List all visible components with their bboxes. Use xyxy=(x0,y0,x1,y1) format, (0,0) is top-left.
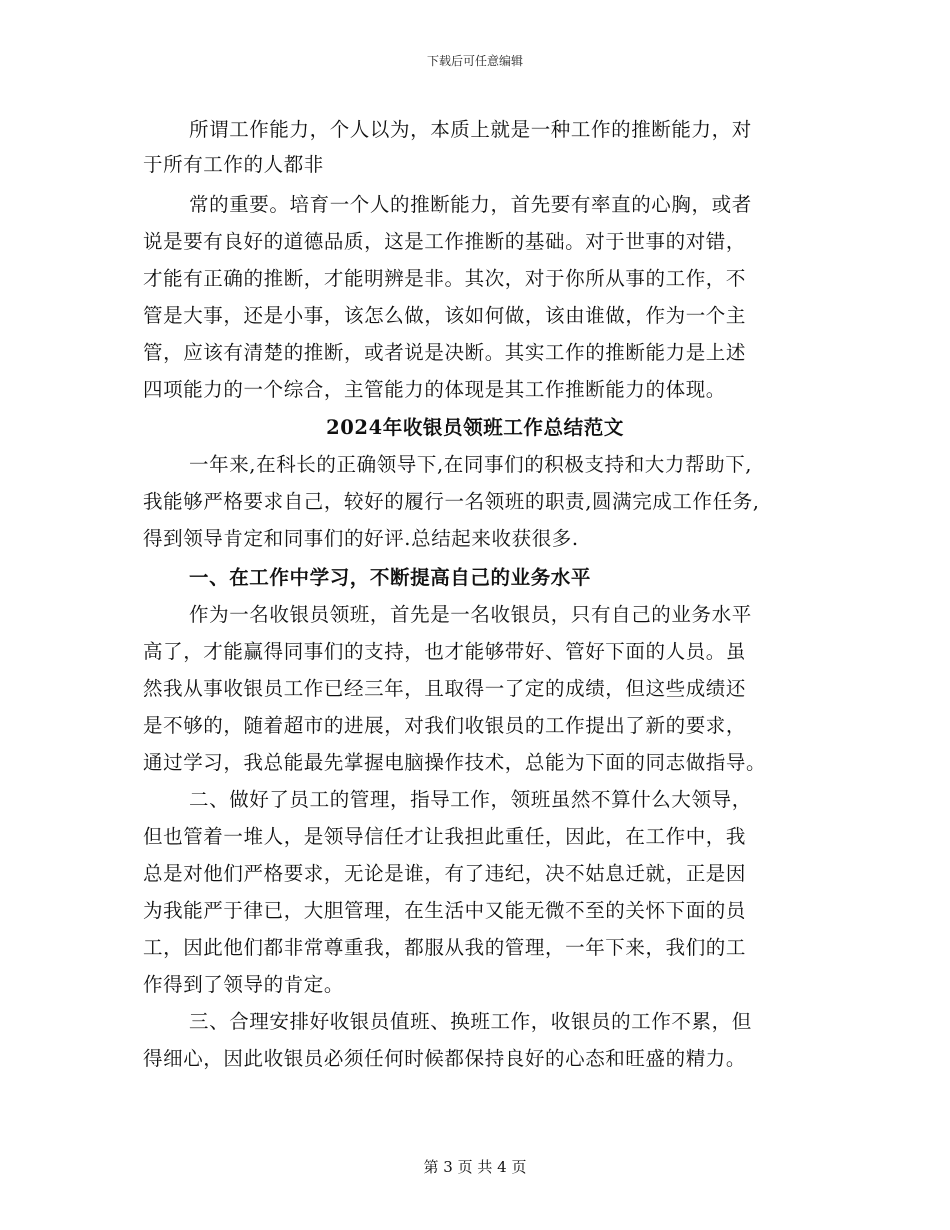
paragraph-line: 四项能力的一个综合，主管能力的体现是其工作推断能力的体现。 xyxy=(143,378,726,401)
paragraph-line: 说是要有良好的道德品质，这是工作推断的基础。对于世事的对错， xyxy=(143,230,747,253)
paragraph-line: 为我能严于律已，大胆管理，在生活中又能无微不至的关怀下面的员 xyxy=(143,899,747,922)
paragraph-line: 管是大事，还是小事，该怎么做，该如何做，该由谁做，作为一个主 xyxy=(143,304,747,327)
paragraph-line: 作得到了领导的肯定。 xyxy=(143,973,345,996)
paragraph-line: 总是对他们严格要求，无论是谁，有了违纪，决不姑息迁就，正是因 xyxy=(143,862,747,885)
paragraph-line: 通过学习，我总能最先掌握电脑操作技术，总能为下面的同志做指导。 xyxy=(143,751,767,774)
section-heading: 一、在工作中学习，不断提高自己的业务水平 xyxy=(189,566,592,589)
paragraph-line: 工，因此他们都非常尊重我，都服从我的管理，一年下来，我们的工 xyxy=(143,936,747,959)
paragraph-line: 作为一名收银员领班，首先是一名收银员，只有自己的业务水平 xyxy=(189,603,752,626)
paragraph-line: 于所有工作的人都非 xyxy=(143,153,324,176)
paragraph-line: 所谓工作能力，个人以为，本质上就是一种工作的推断能力，对 xyxy=(189,118,752,141)
paragraph-line: 是不够的，随着超市的进展，对我们收银员的工作提出了新的要求， xyxy=(143,714,747,737)
paragraph-line: 才能有正确的推断，才能明辨是非。其次，对于你所从事的工作，不 xyxy=(143,267,747,290)
paragraph-line: 管，应该有清楚的推断，或者说是决断。其实工作的推断能力是上述 xyxy=(143,341,747,364)
paragraph-line: 三、合理安排好收银员值班、换班工作，收银员的工作不累，但 xyxy=(189,1010,752,1033)
document-title: 2024年收银员领班工作总结范文 xyxy=(326,416,624,439)
paragraph-line: 得细心，因此收银员必须任何时候都保持良好的心态和旺盛的精力。 xyxy=(143,1047,747,1070)
paragraph-line: 我能够严格要求自己，较好的履行一名领班的职责,圆满完成工作任务, xyxy=(143,490,760,513)
paragraph-line: 常的重要。培育一个人的推断能力，首先要有率直的心胸，或者 xyxy=(189,193,752,216)
paragraph-line: 一年来,在科长的正确领导下,在同事们的积极支持和大力帮助下, xyxy=(189,453,753,476)
paragraph-line: 但也管着一堆人，是领导信任才让我担此重任，因此，在工作中，我 xyxy=(143,825,747,848)
paragraph-line: 二、做好了员工的管理，指导工作，领班虽然不算什么大领导， xyxy=(189,788,752,811)
page-header: 下载后可任意编辑 xyxy=(426,54,523,68)
paragraph-line: 高了，才能赢得同事们的支持，也才能够带好、管好下面的人员。虽 xyxy=(143,640,747,663)
paragraph-line: 然我从事收银员工作已经三年，且取得一了定的成绩，但这些成绩还 xyxy=(143,677,747,700)
paragraph-line: 得到领导肯定和同事们的好评.总结起来收获很多. xyxy=(143,527,579,550)
page-number-footer: 第 3 页 共 4 页 xyxy=(423,1158,527,1176)
